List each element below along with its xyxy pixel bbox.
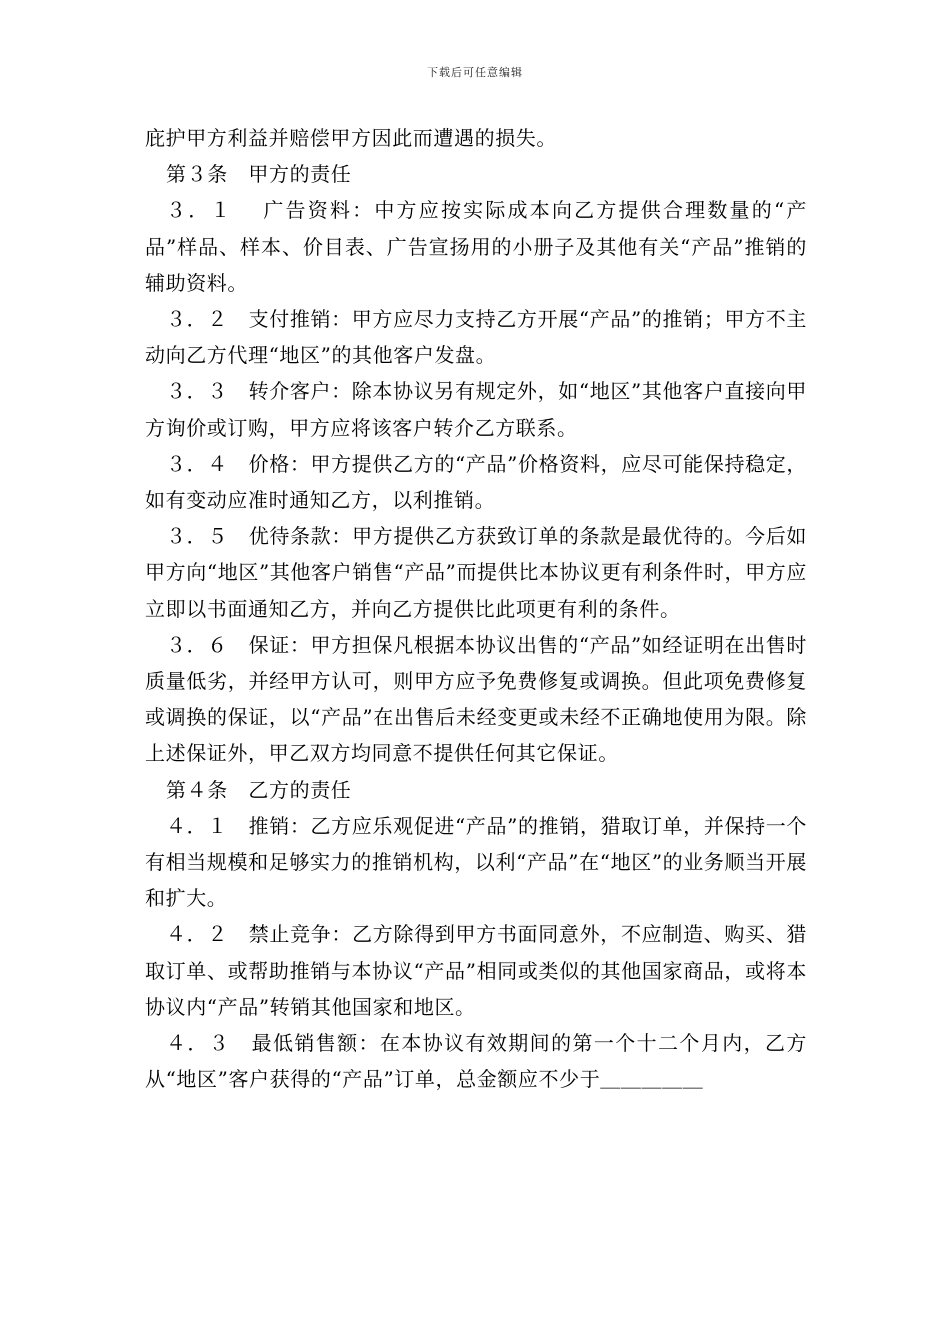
clause-3-5: ３．５ 优待条款：甲方提供乙方获致订单的条款是最优待的。今后如甲方向“地区”其他客户销售“产品”而提供比本协议更有利条件时，甲方应立即以书面通知乙方，并向乙方提供比此项更有利的条件。 [145, 524, 807, 621]
clause-title-4: 第４条 乙方的责任 [166, 777, 352, 802]
clause-4-2: ４．２ 禁止竞争：乙方除得到甲方书面同意外，不应制造、购买、猎取订单、或帮助推销与本协议“产品”相同或类似的其他国家商品，或将本协议内“产品”转销其他国家和地区。 [145, 922, 807, 1019]
clause-3-1: ３．１ 广告资料：中方应按实际成本向乙方提供合理数量的“产品”样品、样本、价目表、广告宣扬用的小册子及其他有关“产品”推销的辅助资料。 [145, 198, 807, 295]
clause-3-4: ３．４ 价格：甲方提供乙方的“产品”价格资料，应尽可能保持稳定，如有变动应准时通知乙方，以利推销。 [145, 451, 807, 513]
clause-3-3: ３．３ 转介客户：除本协议另有规定外，如“地区”其他客户直接向甲方询价或订购，甲方应将该客户转介乙方联系。 [145, 379, 807, 440]
header-note: 下载后可任意编辑 [427, 66, 523, 79]
document-body [145, 120, 807, 1097]
clause-4-3: ４．３ 最低销售额：在本协议有效期间的第一个十二个月内，乙方从“地区”客户获得的“产品”订单，总金额应不少于＿＿＿＿＿ [145, 1031, 807, 1092]
clause-3-6: ３．６ 保证：甲方担保凡根据本协议出售的“产品”如经证明在出售时质量低劣，并经甲方认可，则甲方应予免费修复或调换。但此项免费修复或调换的保证，以“产品”在出售后未经变更或未经不正确地使用为限。除上述保证外，甲乙双方均同意不提供任何其它保证。 [145, 632, 807, 766]
paragraph: 庇护甲方利益并赔偿甲方因此而遭遇的损失。 [145, 126, 557, 150]
clause-3-2: ３．２ 支付推销：甲方应尽力支持乙方开展“产品”的推销；甲方不主动向乙方代理“地区”的其他客户发盘。 [145, 307, 807, 368]
clause-4-1: ４．１ 推销：乙方应乐观促进“产品”的推销，猎取订单，并保持一个有相当规模和足够实力的推销机构，以利“产品”在“地区”的业务顺当开展和扩大。 [145, 813, 807, 911]
clause-title-3: 第３条 甲方的责任 [166, 162, 352, 187]
